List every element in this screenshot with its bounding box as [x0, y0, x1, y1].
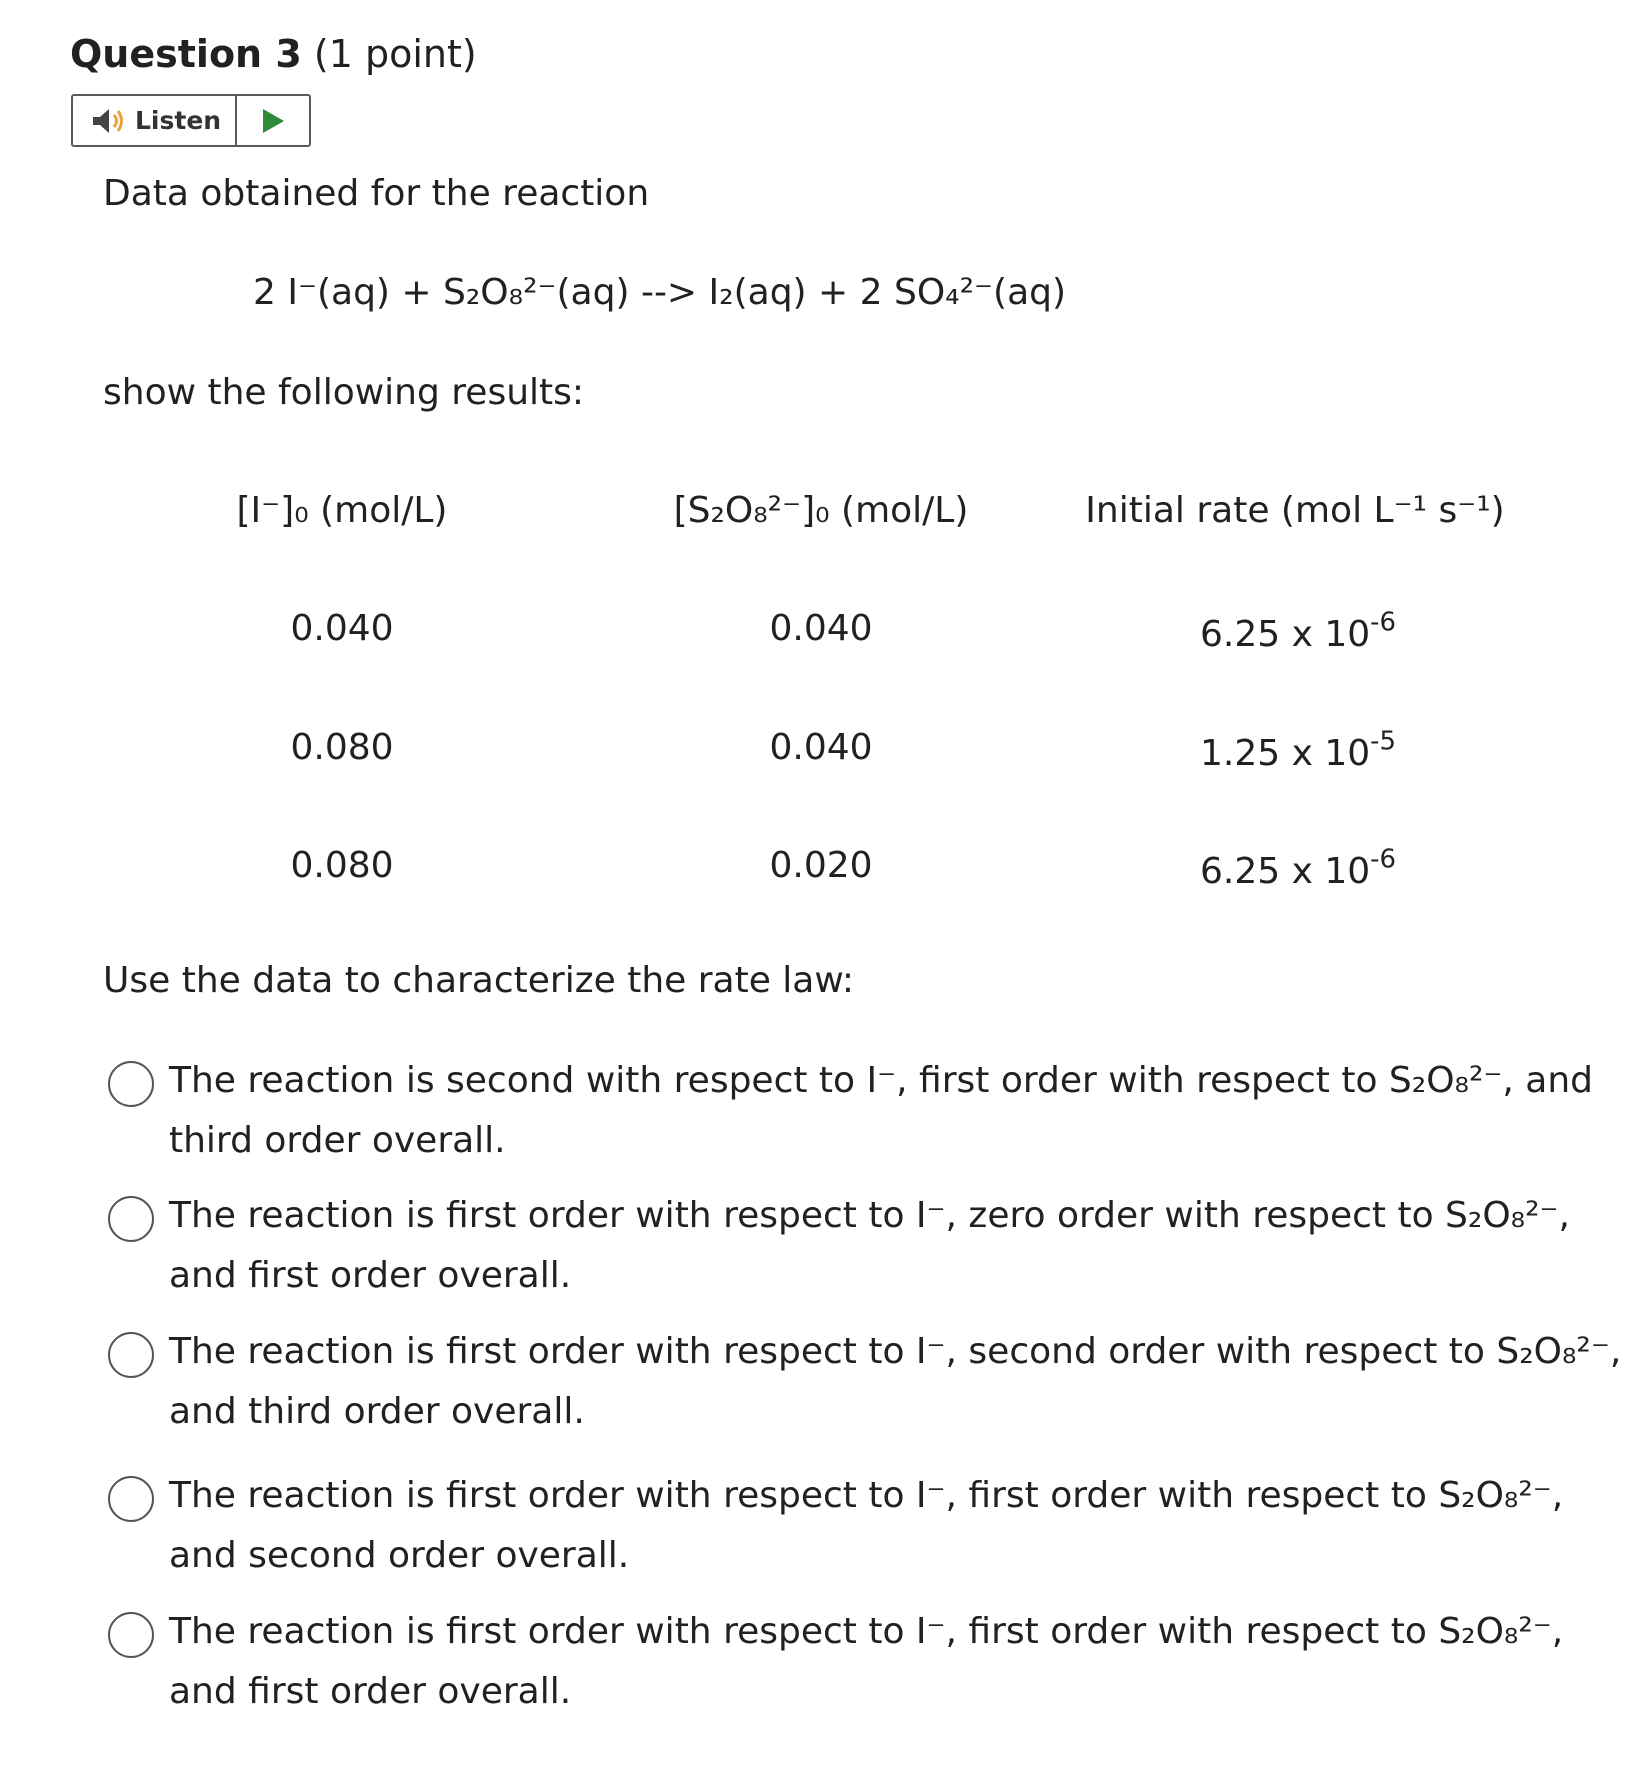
play-icon [260, 107, 286, 135]
radio-button[interactable] [108, 1332, 154, 1378]
play-button[interactable] [237, 96, 309, 145]
table-cell-rate [1088, 844, 1508, 895]
table-header-rate: Initial rate (mol L⁻¹ s⁻¹) [1085, 490, 1505, 531]
option-label: The reaction is first order with respect to I⁻, second order with respect to S₂O₈²⁻, and third order overall. [169, 1331, 1622, 1432]
radio-button[interactable] [108, 1612, 154, 1658]
radio-button[interactable] [108, 1476, 154, 1522]
listen-button[interactable] [73, 96, 237, 145]
table-cell-rate [1088, 607, 1508, 658]
speaker-icon [91, 107, 127, 135]
table-cell: 0.080 [290, 727, 394, 768]
rate-exponent: -6 [1370, 844, 1396, 875]
intro-text: Data obtained for the reaction [103, 173, 650, 214]
table-cell: 0.040 [769, 608, 873, 649]
table-header-iodide: [I⁻]₀ (mol/L) [236, 490, 448, 531]
table-cell: 0.080 [290, 845, 394, 886]
rate-mantissa: 1.25 x 10 [1200, 733, 1371, 774]
question-header [70, 28, 477, 80]
option-label: The reaction is first order with respect to I⁻, first order with respect to S₂O₈²⁻, and second order overall. [169, 1475, 1564, 1576]
rate-mantissa: 6.25 x 10 [1200, 851, 1371, 892]
option-label: The reaction is first order with respect to I⁻, first order with respect to S₂O₈²⁻, and first order overall. [169, 1611, 1564, 1712]
rate-mantissa: 6.25 x 10 [1200, 614, 1371, 655]
table-cell: 0.040 [769, 727, 873, 768]
question-title: Question 3 [70, 32, 302, 76]
table-cell-rate [1088, 726, 1508, 777]
results-intro: show the following results: [103, 372, 585, 413]
table-header-persulfate: [S₂O₈²⁻]₀ (mol/L) [673, 490, 969, 531]
question-points: (1 point) [313, 32, 477, 76]
rate-exponent: -5 [1370, 726, 1396, 757]
listen-widget [71, 94, 311, 147]
radio-button[interactable] [108, 1061, 154, 1107]
option-label: The reaction is first order with respect to I⁻, zero order with respect to S₂O₈²⁻, and first order overall. [169, 1195, 1570, 1296]
option-label: The reaction is second with respect to I⁻, first order with respect to S₂O₈²⁻, and third order overall. [169, 1060, 1594, 1161]
rate-exponent: -6 [1370, 607, 1396, 638]
listen-label: Listen [135, 106, 222, 135]
question-prompt: Use the data to characterize the rate law: [103, 960, 854, 1001]
table-cell: 0.020 [769, 845, 873, 886]
reaction-equation: 2 I⁻(aq) + S₂O₈²⁻(aq) --> I₂(aq) + 2 SO₄²⁻(aq) [253, 272, 1067, 313]
table-cell: 0.040 [290, 608, 394, 649]
radio-button[interactable] [108, 1196, 154, 1242]
